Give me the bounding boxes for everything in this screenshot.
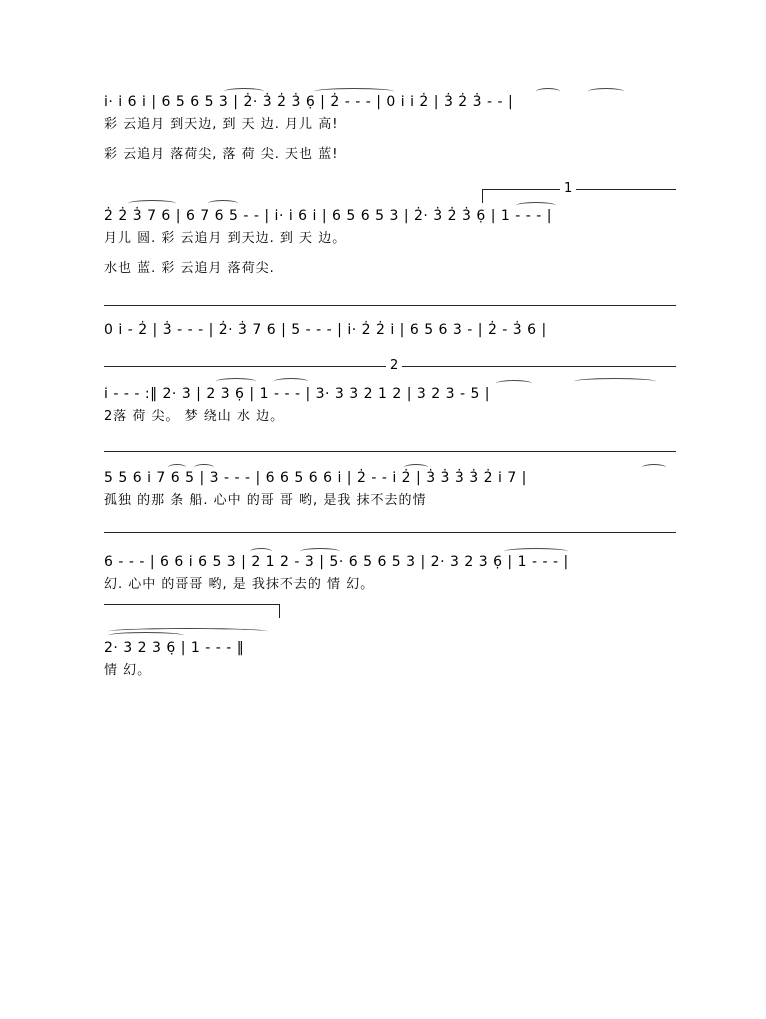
lyric-verse-1: 孤独 的那 条 船. 心中 的哥 哥 哟, 是我 抹不去的情 <box>104 493 427 508</box>
notation-line: 0 i̇ - 2̇ | 3̇ - - - | 2̇· 3̇ 7 6 | 5 - - - | i̇· 2̇ 2̇ i̇ | 6 5 6 3 - | 2̇ - 3̇ 6 | <box>104 322 547 338</box>
volta-tick <box>279 604 280 618</box>
notation-line: i̇· i̇ 6 i̇ | 6 5 6 5 3 | 2̇· 3̇ 2̇ 3̇ 6̣ | 2̇ - - - | 0 i̇ i̇ 2̇ | 3̇ 2̇ 3̇ - - | <box>104 94 514 110</box>
system-divider <box>104 305 676 306</box>
lyric-verse-1: 2落 荷 尖。 梦 绕山 水 边。 <box>104 409 285 424</box>
system-divider <box>104 451 676 452</box>
notation-line: 5 5 6 i̇ 7 6 5 | 3 - - - | 6 6 5 6 6 i̇ | 2̇ - - i̇ 2̇ | 3̇ 3̇ 3̇ 3̇ 2̇ i̇ 7 | <box>104 470 527 486</box>
notation-line: i̇ - - - :‖ 2· 3 | 2 3 6̣ | 1 - - - | 3· 3 3 2 1 2 | 3 2 3 - 5 | <box>104 386 491 402</box>
volta-bracket <box>482 189 676 190</box>
lyric-verse-1: 情 幻。 <box>104 663 152 678</box>
slur <box>642 464 666 471</box>
notation-line: 2· 3 2 3 6̣ | 1 - - - ‖ <box>104 640 245 656</box>
volta-bracket <box>104 604 280 605</box>
volta-tick <box>482 189 483 203</box>
slur <box>588 88 624 95</box>
lyric-verse-1: 彩 云追月 到天边, 到 天 边. 月儿 高! <box>104 117 339 132</box>
notation-line: 2̇ 2̇ 3̇ 7 6 | 6 7 6 5 - - | i̇· i̇ 6 i̇ | 6 5 6 5 3 | 2̇· 3̇ 2̇ 3̇ 6̣ | 1 - - - | <box>104 208 552 224</box>
volta-number: 1 <box>560 182 576 196</box>
lyric-verse-2: 水也 蓝. 彩 云追月 落荷尖. <box>104 261 275 276</box>
lyric-verse-2: 彩 云追月 落荷尖, 落 荷 尖. 天也 蓝! <box>104 147 339 162</box>
slur <box>574 378 656 385</box>
lyric-verse-1: 幻. 心中 的哥哥 哟, 是 我抹不去的 情 幻。 <box>104 577 375 592</box>
system-divider <box>104 532 676 533</box>
volta-number: 2 <box>386 359 402 373</box>
slur <box>496 380 532 387</box>
notation-line: 6 - - - | 6 6 i̇ 6 5 3 | 2 1 2 - 3 | 5· 6 5 6 5 3 | 2· 3 2 3 6̣ | 1 - - - | <box>104 554 569 570</box>
lyric-verse-1: 月儿 圆. 彩 云追月 到天边. 到 天 边。 <box>104 231 347 246</box>
slur <box>536 88 560 95</box>
